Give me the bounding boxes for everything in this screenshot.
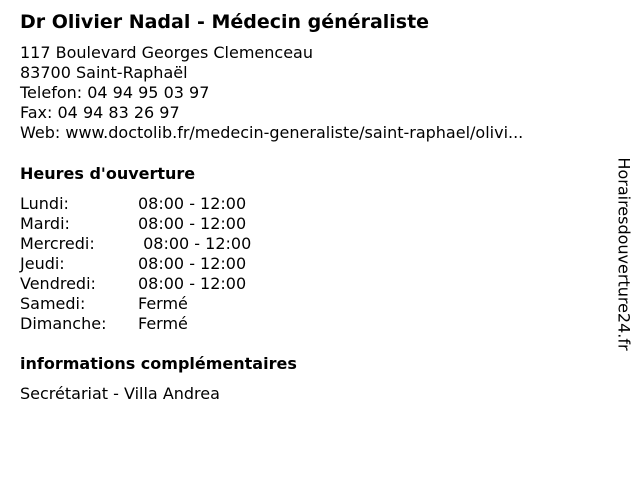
brand-text: Horairesdouverture24.fr [615,157,635,351]
hours-time: Fermé [138,314,188,333]
phone-label: Telefon: [20,83,83,102]
hours-day: Dimanche: [20,314,107,333]
fax-number: 04 94 83 26 97 [57,103,180,122]
hours-time: Fermé [138,294,188,313]
hours-day: Jeudi: [20,254,65,273]
address-city: 83700 Saint-Raphaël [20,63,188,82]
hours-time: 08:00 - 12:00 [138,234,252,253]
web-label: Web: [20,123,61,142]
hours-time: 08:00 - 12:00 [138,274,247,293]
contact-block [20,43,523,143]
fax-line [20,103,523,123]
additional-info-text: Secrétariat - Villa Andrea [20,384,220,403]
fax-label: Fax: [20,103,53,122]
hours-time: 08:00 - 12:00 [138,254,247,273]
hours-day: Mardi: [20,214,70,233]
phone-line [20,83,523,103]
phone-number[interactable]: 04 94 95 03 97 [87,83,210,102]
web-line [20,123,523,143]
brand-watermark [612,136,636,372]
web-link[interactable]: www.doctolib.fr/medecin-generaliste/saint-raphael/olivi... [65,123,524,142]
hours-day: Mercredi: [20,234,95,253]
hours-day: Lundi: [20,194,69,213]
hours-day: Vendredi: [20,274,96,293]
additional-info-heading: informations complémentaires [20,354,297,373]
hours-day: Samedi: [20,294,86,313]
hours-time: 08:00 - 12:00 [138,214,247,233]
address-street: 117 Boulevard Georges Clemenceau [20,43,313,62]
hours-time: 08:00 - 12:00 [138,194,247,213]
page-title: Dr Olivier Nadal - Médecin généraliste [20,11,430,33]
opening-hours-heading: Heures d'ouverture [20,164,196,183]
